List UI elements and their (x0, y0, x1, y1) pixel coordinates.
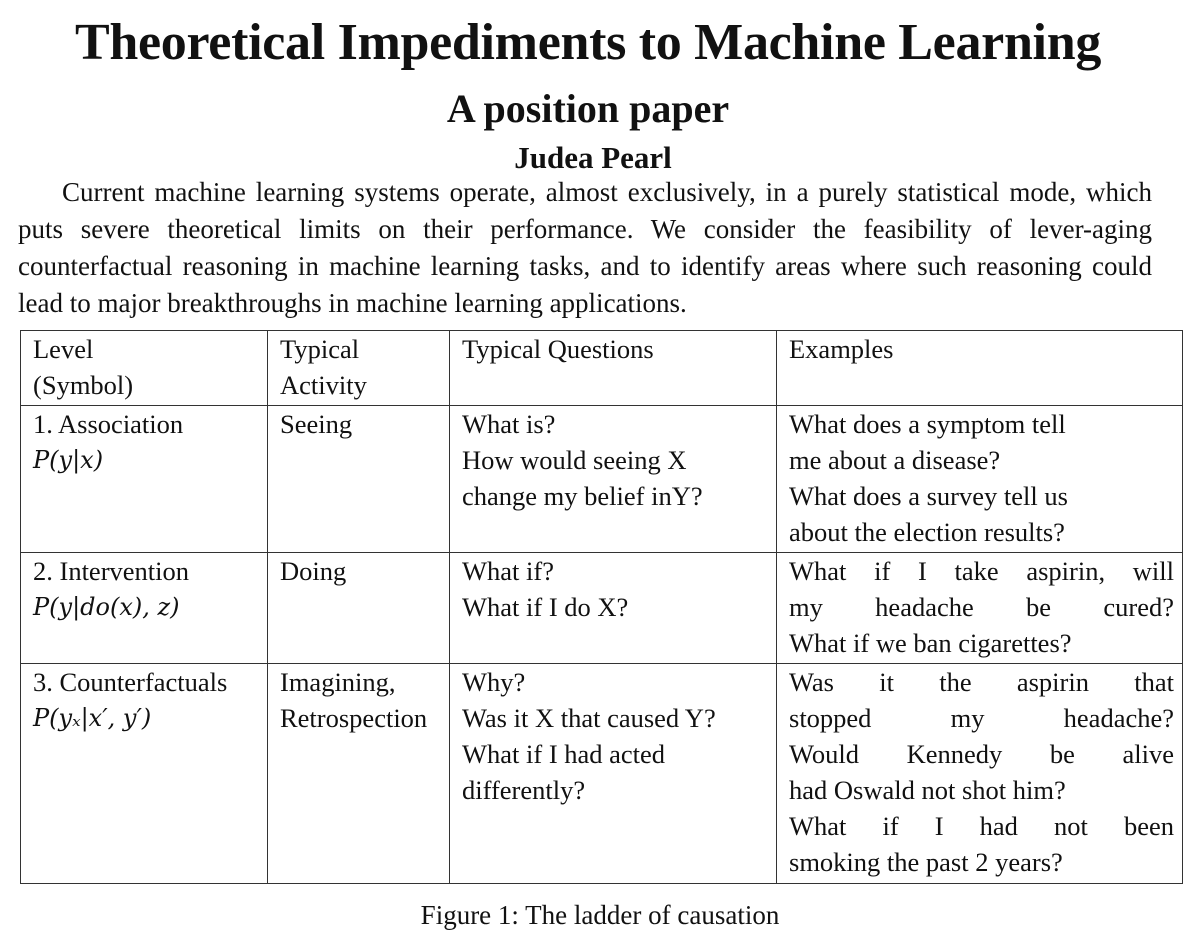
example-line: me about a disease? (789, 445, 1001, 475)
header-examples-label: Examples (789, 334, 894, 364)
ladder-of-causation-table (20, 330, 1183, 884)
table-row-counterfactuals (21, 664, 1183, 884)
cell-activity (268, 406, 450, 553)
cell-questions (450, 664, 777, 884)
level-label: 1. Association (33, 409, 184, 439)
header-examples (777, 331, 1183, 406)
question-line: Was it X that caused Y? (462, 703, 716, 733)
cell-level (21, 553, 268, 664)
cell-examples (777, 553, 1183, 664)
header-level (21, 331, 268, 406)
level-symbol: P(yₓ|x′, y′) (33, 704, 152, 732)
figure-caption: Figure 1: The ladder of causation (420, 900, 780, 930)
cell-examples (777, 406, 1183, 553)
example-line: What if I had not been (789, 811, 1174, 841)
paper-title: Theoretical Impediments to Machine Learning (74, 14, 1102, 71)
cell-level (21, 664, 268, 884)
question-line: Why? (462, 667, 526, 697)
activity-line: Doing (280, 556, 347, 586)
level-label: 2. Intervention (33, 556, 190, 586)
question-line: What if? (462, 556, 554, 586)
level-label: 3. Counterfactuals (33, 667, 228, 697)
paper-subtitle: A position paper (446, 86, 730, 131)
example-line: What if I take aspirin, will (789, 556, 1174, 586)
cell-questions (450, 406, 777, 553)
question-line: What is? (462, 409, 556, 439)
cell-questions (450, 553, 777, 664)
table-row-association (21, 406, 1183, 553)
activity-line: Seeing (280, 409, 353, 439)
table-row-intervention (21, 553, 1183, 664)
header-activity-line: Activity (280, 370, 367, 400)
example-line: about the election results? (789, 517, 1065, 547)
level-symbol: P(y|do(x), z) (33, 593, 180, 621)
example-line: What does a symptom tell (789, 409, 1066, 439)
example-line: Was it the aspirin that (789, 667, 1174, 697)
example-line: What does a survey tell us (789, 481, 1068, 511)
header-activity (268, 331, 450, 406)
paper-author: Judea Pearl (514, 140, 672, 175)
question-line: How would seeing X (462, 445, 687, 475)
activity-line: Imagining, (280, 667, 396, 697)
paper-abstract: Current machine learning systems operate, almost exclusively, in a purely statistical mode, which puts severe theoretical limits on their performance. We consider the feasibility of lever-aging counterfactual reasoning in machine learning tasks, and to identify areas where such reasoning could lead to major breakthroughs in machine learning applications. (18, 177, 1152, 318)
question-line: What if I had acted (462, 739, 666, 769)
cell-activity (268, 664, 450, 884)
example-line: What if we ban cigarettes? (789, 628, 1072, 658)
header-questions (450, 331, 777, 406)
question-line: What if I do X? (462, 592, 629, 622)
header-activity-line: Typical (280, 334, 360, 364)
header-level-line: (Symbol) (33, 370, 134, 400)
level-symbol: P(y|x) (33, 446, 104, 474)
header-level-line: Level (33, 334, 94, 364)
cell-examples (777, 664, 1183, 884)
example-line: smoking the past 2 years? (789, 847, 1063, 877)
example-line: had Oswald not shot him? (789, 775, 1066, 805)
question-line: differently? (462, 775, 586, 805)
example-line: my headache be cured? (789, 592, 1174, 622)
header-questions-label: Typical Questions (462, 334, 654, 364)
cell-activity (268, 553, 450, 664)
cell-level (21, 406, 268, 553)
example-line: Would Kennedy be alive (789, 739, 1174, 769)
example-line: stopped my headache? (789, 703, 1174, 733)
table-header-row (21, 331, 1183, 406)
question-line: change my belief inY? (462, 481, 703, 511)
activity-line: Retrospection (280, 703, 428, 733)
